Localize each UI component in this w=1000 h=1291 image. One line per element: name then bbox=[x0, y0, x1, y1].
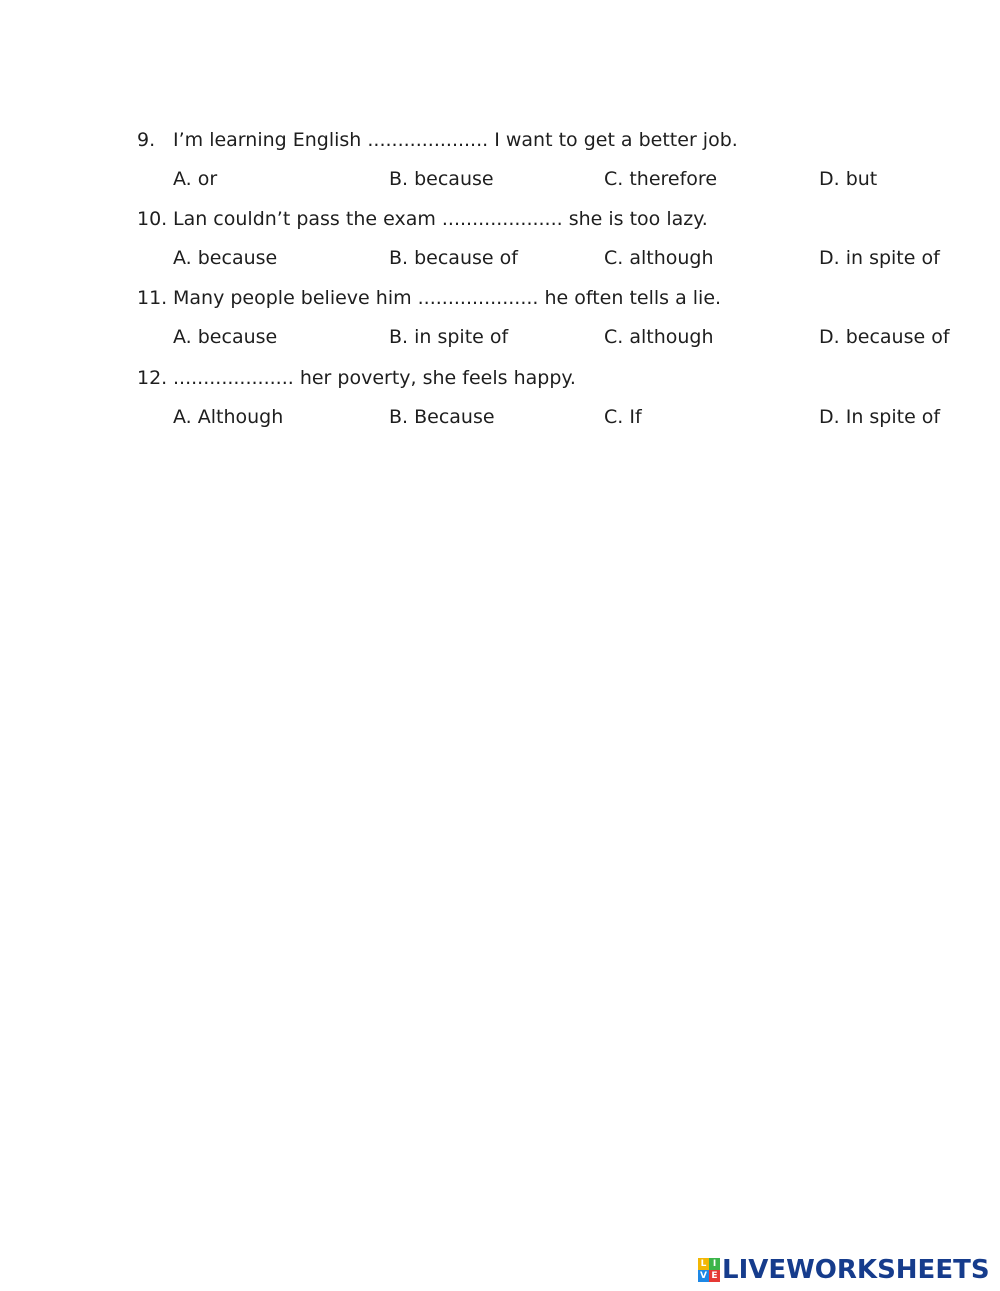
logo-letter: I bbox=[709, 1258, 720, 1270]
option-b[interactable]: B. Because bbox=[389, 406, 495, 428]
option-b[interactable]: B. in spite of bbox=[389, 326, 509, 348]
option-a[interactable]: A. or bbox=[173, 168, 218, 190]
option-c[interactable]: C. although bbox=[604, 326, 714, 348]
option-a[interactable]: A. Although bbox=[173, 406, 284, 428]
liveworksheets-logo bbox=[698, 1255, 990, 1285]
question-text: .................... her poverty, she feels happy. bbox=[173, 367, 576, 389]
question-number: 12. bbox=[137, 367, 168, 389]
logo-letter: E bbox=[709, 1270, 720, 1282]
live-logo-icon bbox=[698, 1258, 720, 1282]
question-10 bbox=[137, 199, 977, 278]
brand-name: LIVEWORKSHEETS bbox=[722, 1255, 990, 1285]
logo-letter: V bbox=[698, 1270, 709, 1282]
option-a[interactable]: A. because bbox=[173, 247, 278, 269]
answer-options bbox=[137, 160, 977, 199]
option-b[interactable]: B. because bbox=[389, 168, 494, 190]
question-stem bbox=[137, 120, 977, 160]
option-b[interactable]: B. because of bbox=[389, 247, 518, 269]
option-c[interactable]: C. therefore bbox=[604, 168, 718, 190]
question-text: Lan couldn’t pass the exam .................... she is too lazy. bbox=[173, 208, 708, 230]
option-d[interactable]: D. in spite of bbox=[819, 247, 940, 269]
question-11 bbox=[137, 278, 977, 357]
question-text: I’m learning English .................... I want to get a better job. bbox=[173, 129, 738, 151]
question-stem bbox=[137, 358, 977, 398]
question-stem bbox=[137, 199, 977, 239]
logo-letter: L bbox=[698, 1258, 709, 1270]
question-12 bbox=[137, 358, 977, 437]
option-c[interactable]: C. If bbox=[604, 406, 642, 428]
question-text: Many people believe him .................... he often tells a lie. bbox=[173, 287, 722, 309]
question-stem bbox=[137, 278, 977, 318]
option-d[interactable]: D. because of bbox=[819, 326, 950, 348]
option-d[interactable]: D. In spite of bbox=[819, 406, 941, 428]
answer-options bbox=[137, 398, 977, 437]
option-c[interactable]: C. although bbox=[604, 247, 714, 269]
answer-options bbox=[137, 239, 977, 278]
option-a[interactable]: A. because bbox=[173, 326, 278, 348]
question-9 bbox=[137, 120, 977, 199]
question-number: 9. bbox=[137, 129, 156, 151]
answer-options bbox=[137, 318, 977, 357]
option-d[interactable]: D. but bbox=[819, 168, 878, 190]
question-number: 11. bbox=[137, 287, 168, 309]
question-number: 10. bbox=[137, 208, 168, 230]
